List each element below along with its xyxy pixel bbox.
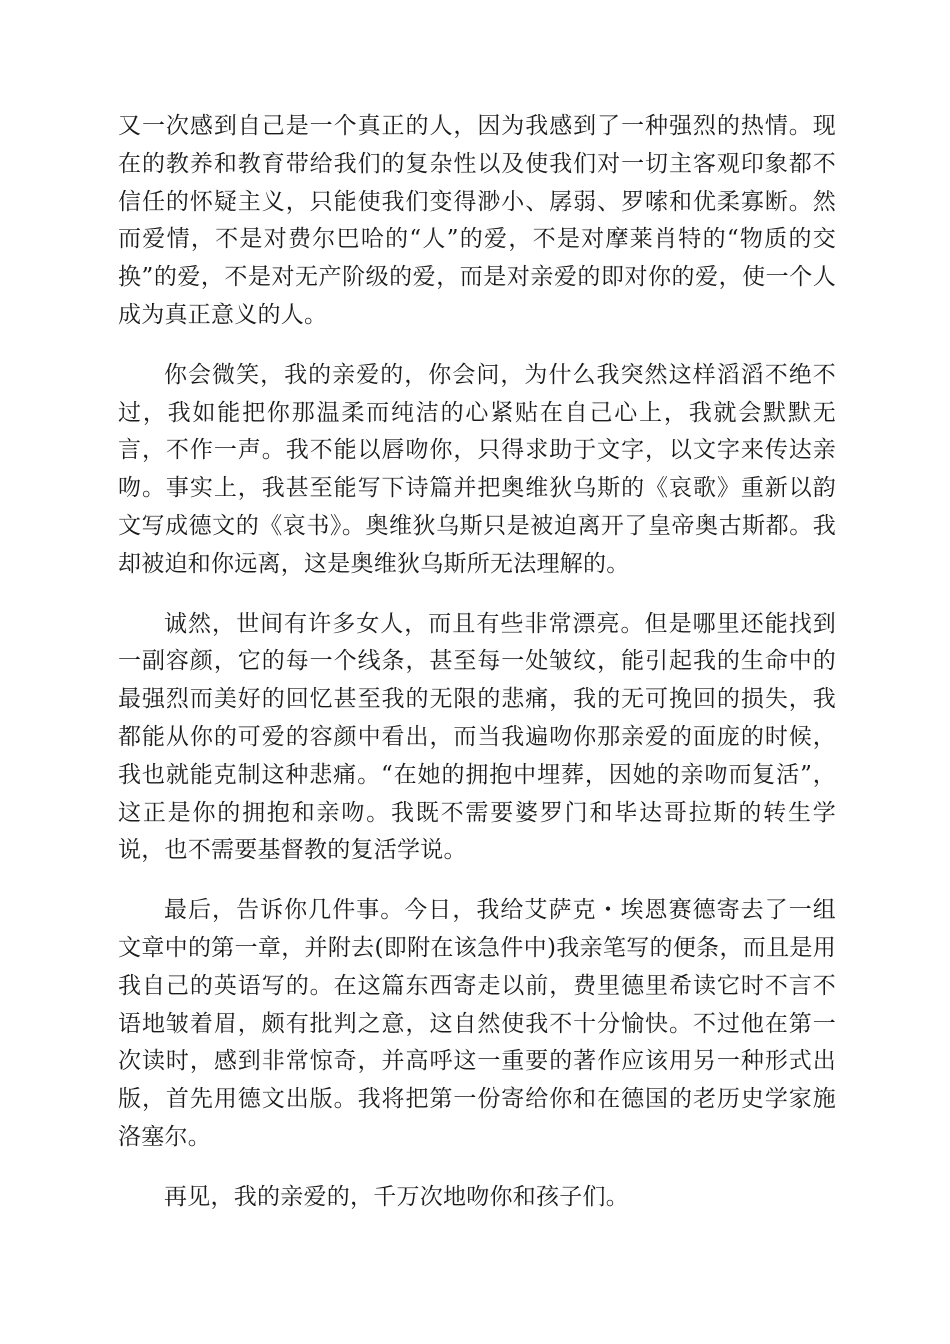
letter-body	[118, 108, 836, 1239]
paragraph-2: 你会微笑，我的亲爱的，你会问，为什么我突然这样滔滔不绝不过，我如能把你那温柔而纯洁的心紧贴在自己心上，我就会默默无言，不作一声。我不能以唇吻你，只得求助于文字，以文字来传达亲吻。事实上，我甚至能写下诗篇并把奥维狄乌斯的《哀歌》重新以韵文写成德文的《哀书》。奥维狄乌斯只是被迫离开了皇帝奥古斯都。我却被迫和你远离，这是奥维狄乌斯所无法理解的。	[118, 361, 836, 577]
paragraph-5-closing: 再见，我的亲爱的，千万次地吻你和孩子们。	[164, 1183, 629, 1210]
paragraph-3: 诚然，世间有许多女人，而且有些非常漂亮。但是哪里还能找到一副容颜，它的每一个线条，甚至每一处皱纹，能引起我的生命中的最强烈而美好的回忆甚至我的无限的悲痛，我的无可挽回的损失，我都能从你的可爱的容颜中看出，而当我遍吻你那亲爱的面庞的时候，我也就能克制这种悲痛。“在她的拥抱中埋葬，因她的亲吻而复活”，这正是你的拥抱和亲吻。我既不需要婆罗门和毕达哥拉斯的转生学说，也不需要基督教的复活学说。	[118, 610, 836, 864]
paragraph-1: 又一次感到自己是一个真正的人，因为我感到了一种强烈的热情。现在的教养和教育带给我们的复杂性以及使我们对一切主客观印象都不信任的怀疑主义，只能使我们变得渺小、孱弱、罗嗦和优柔寡断。然而爱情，不是对费尔巴哈的“人”的爱，不是对摩莱肖特的“物质的交换”的爱，不是对无产阶级的爱，而是对亲爱的即对你的爱，使一个人成为真正意义的人。	[118, 113, 836, 328]
paragraph-4: 最后，告诉你几件事。今日，我给艾萨克・埃恩赛德寄去了一组文章中的第一章，并附去(即附在该急件中)我亲笔写的便条，而且是用我自己的英语写的。在这篇东西寄走以前，费里德里希读它时不言不语地皱着眉，颇有批判之意，这自然使我不十分愉快。不过他在第一次读时，感到非常惊奇，并高呼这一重要的著作应该用另一种形式出版，首先用德文出版。我将把第一份寄给你和在德国的老历史学家施洛塞尔。	[118, 897, 836, 1150]
